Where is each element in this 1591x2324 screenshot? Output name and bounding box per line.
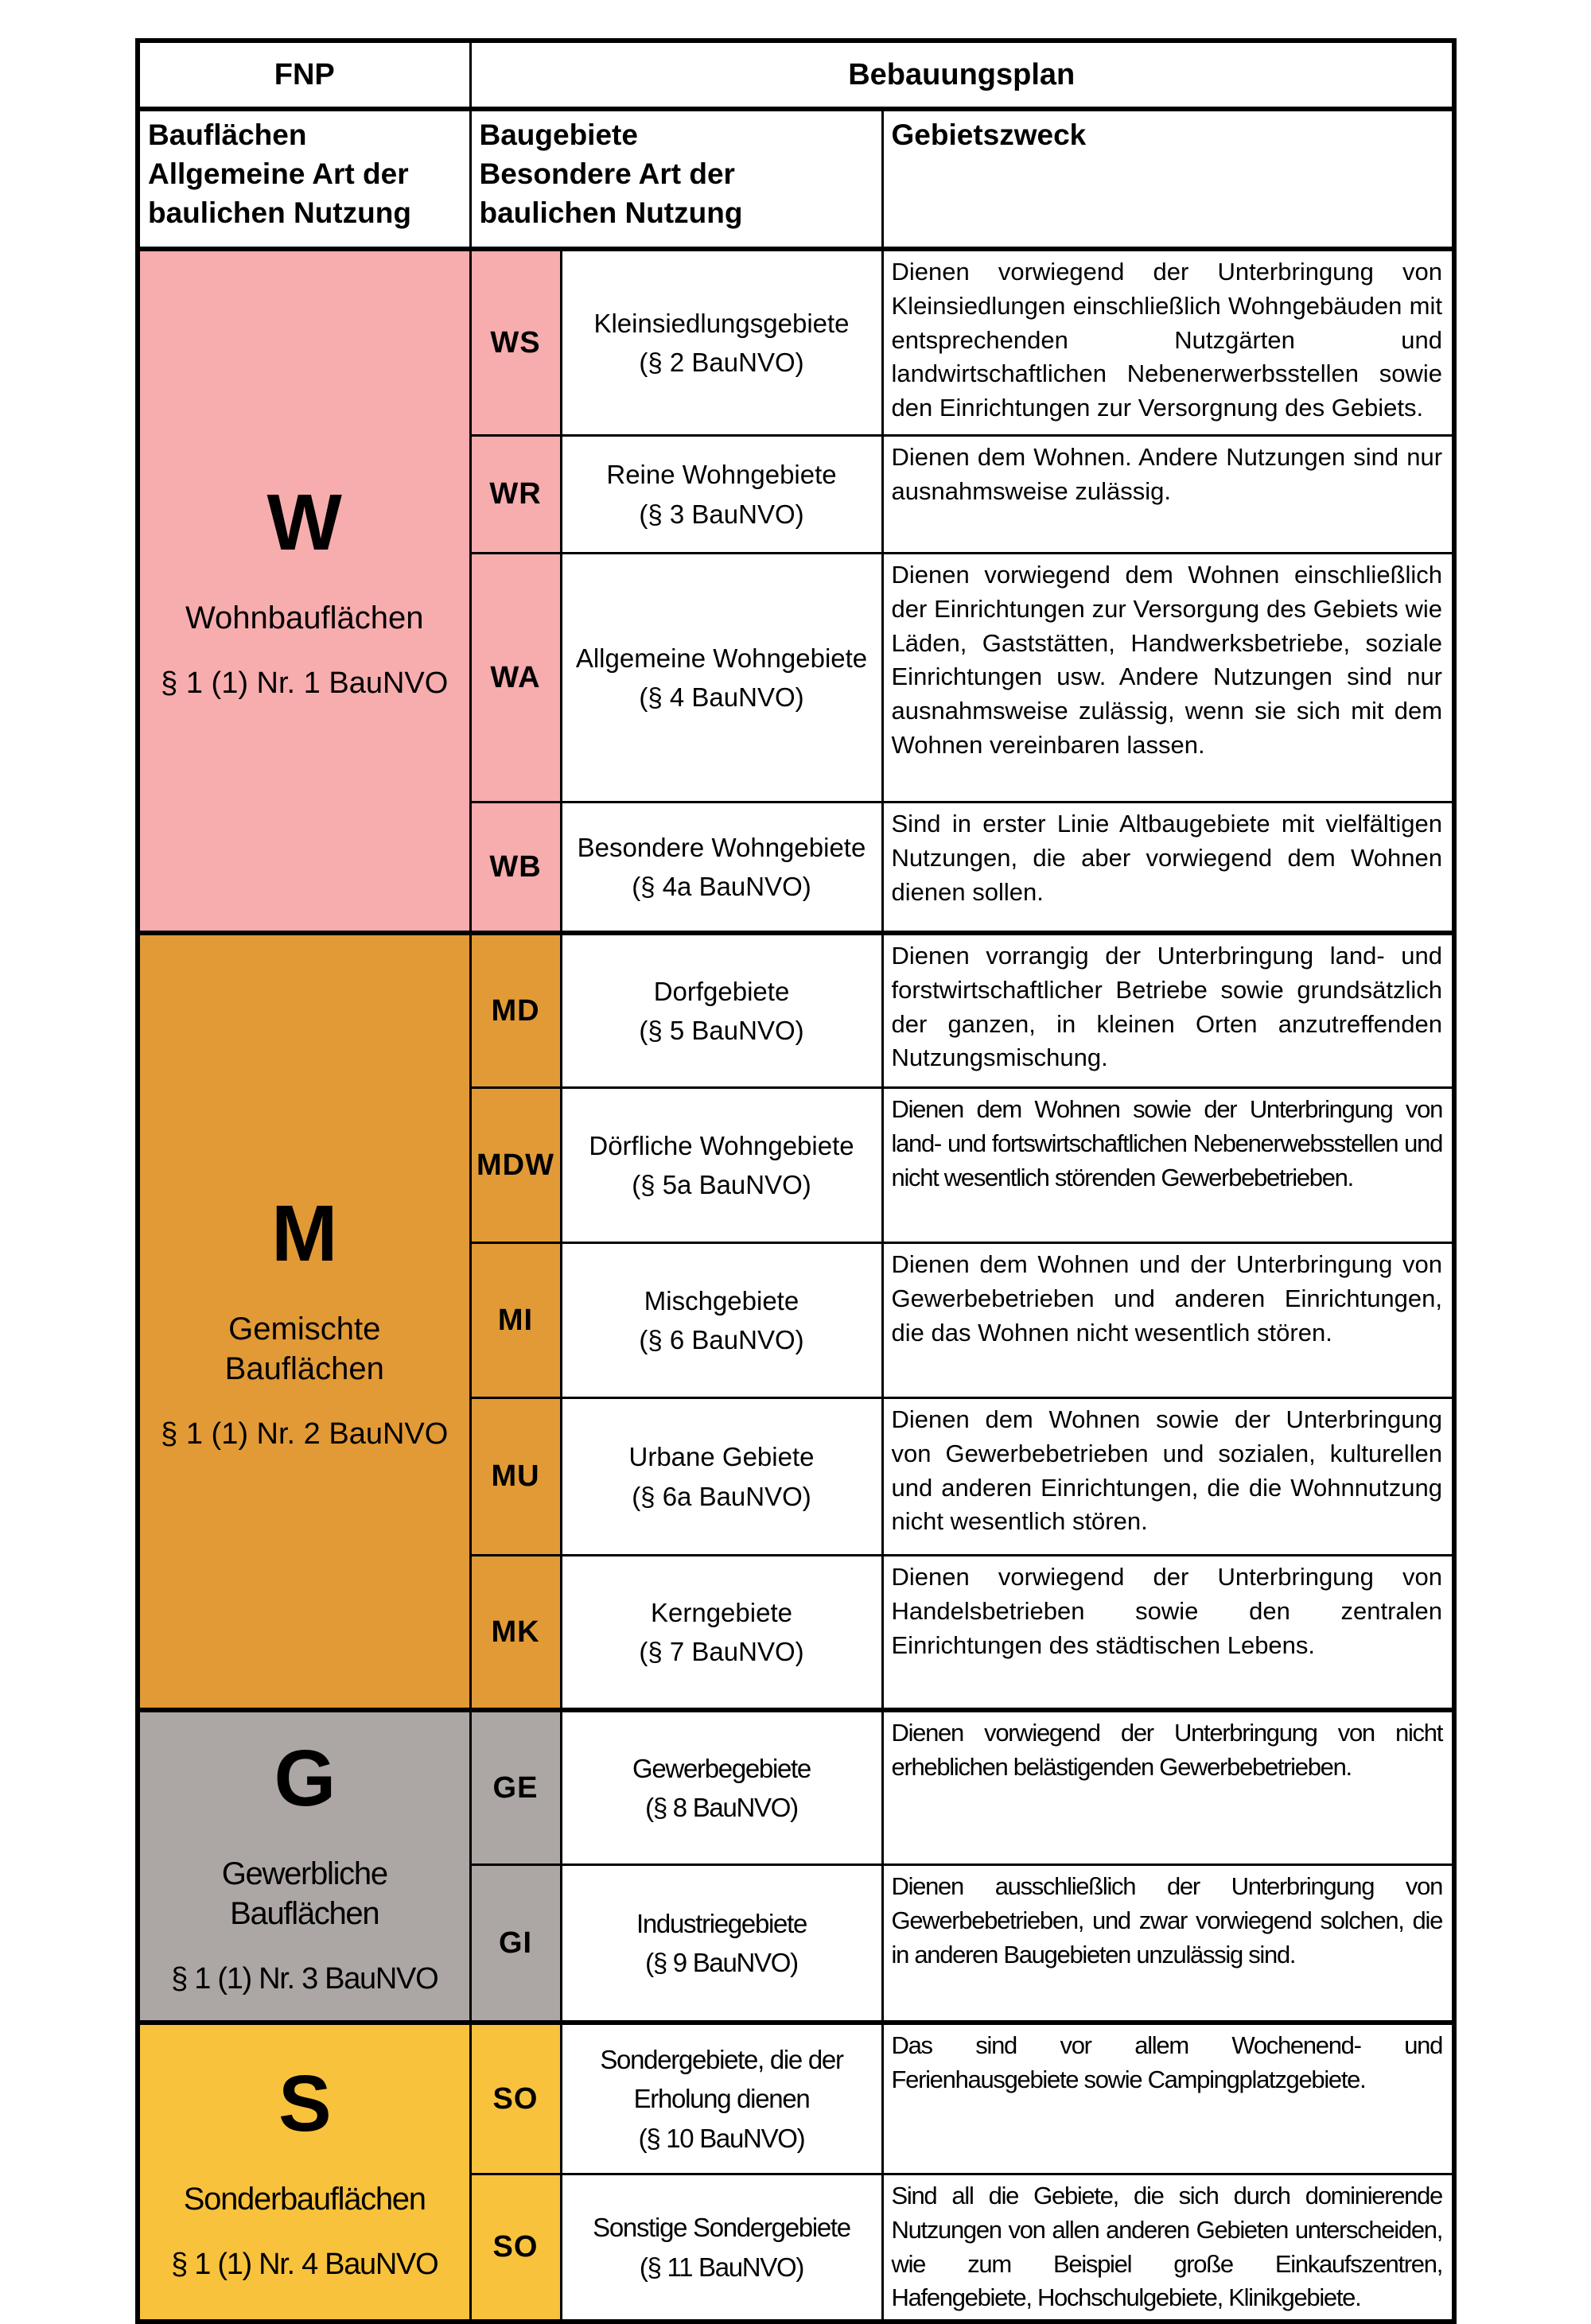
header-fnp: FNP bbox=[138, 41, 470, 109]
section-title-g: Gewerbliche Bauflächen bbox=[221, 1856, 387, 1931]
header-line: Bauflächen bbox=[148, 119, 307, 151]
code-cell-ws: WS bbox=[470, 249, 561, 436]
area-ref: (§ 3 BauNVO) bbox=[639, 499, 804, 529]
name-cell-wa bbox=[561, 554, 882, 803]
code-cell-ge: GE bbox=[470, 1710, 561, 1865]
area-name: Sondergebiete, die der Erholung dienen bbox=[600, 2044, 843, 2114]
desc-cell-gi: Dienen ausschließlich der Unterbringung von Gewerbebetrieben, und zwar vorwiegend solchen, die in anderen Baugebieten unzulässig sind. bbox=[882, 1865, 1454, 2023]
code-cell-so-erholung: SO bbox=[470, 2023, 561, 2174]
area-ref: (§ 10 BauNVO) bbox=[638, 2123, 805, 2153]
name-cell-mu bbox=[561, 1398, 882, 1556]
code-cell-md: MD bbox=[470, 933, 561, 1088]
name-cell-gi bbox=[561, 1865, 882, 2023]
name-cell-so-sonstige bbox=[561, 2174, 882, 2322]
area-name: Allgemeine Wohngebiete bbox=[575, 643, 868, 673]
header-bebauungsplan: Bebauungsplan bbox=[470, 41, 1454, 109]
desc-cell-ws: Dienen vorwiegend der Unterbringung von Kleinsiedlungen einschließlich Wohngebäuden mit entsprechenden Nutzgärten und landwirtschaftlichen Nebenerwerbsstellen sowie den Einrichtungen zur Versorgnung des Gebiets. bbox=[882, 249, 1454, 436]
section-letter-m: M bbox=[271, 1188, 338, 1278]
desc-cell-so-erholung: Das sind vor allem Wochenend- und Ferienhausgebiete sowie Campingplatzgebiete. bbox=[882, 2023, 1454, 2174]
area-name: Mischgebiete bbox=[644, 1285, 799, 1316]
desc-cell-ge: Dienen vorwiegend der Unterbringung von nicht erheblichen belästigenden Gewerbebetrieben. bbox=[882, 1710, 1454, 1865]
section-cell-g bbox=[138, 1710, 470, 2023]
section-cell-m bbox=[138, 933, 470, 1710]
header-line: baulichen Nutzung bbox=[479, 196, 743, 229]
desc-cell-md: Dienen vorrangig der Unterbringung land- und forstwirtschaftlicher Betriebe sowie grundsätzlich der ganzen, in kleinen Orten anzutreffenden Nutzungsmischung. bbox=[882, 933, 1454, 1088]
colhead-gebietszweck: Gebietszweck bbox=[882, 109, 1454, 249]
area-ref: (§ 7 BauNVO) bbox=[639, 1637, 804, 1666]
area-ref: (§ 5a BauNVO) bbox=[632, 1170, 811, 1199]
code-cell-mi: MI bbox=[470, 1243, 561, 1398]
area-name: Sonstige Sondergebiete bbox=[593, 2213, 850, 2243]
area-name: Gewerbegebiete bbox=[632, 1753, 811, 1783]
section-title-s: Sonderbauflächen bbox=[183, 2182, 426, 2217]
desc-cell-mdw: Dienen dem Wohnen sowie der Unterbringung von land- und fortswirtschaftlichen Nebenerwebsstellen und nicht wesentlich störenden Gewerbebetrieben. bbox=[882, 1088, 1454, 1243]
area-ref: (§ 11 BauNVO) bbox=[639, 2252, 804, 2282]
code-cell-wa: WA bbox=[470, 554, 561, 803]
name-cell-so-erholung bbox=[561, 2023, 882, 2174]
area-name: Kleinsiedlungsgebiete bbox=[593, 308, 850, 338]
name-cell-mk bbox=[561, 1556, 882, 1711]
code-cell-mk: MK bbox=[470, 1556, 561, 1711]
area-ref: (§ 6 BauNVO) bbox=[639, 1325, 804, 1354]
name-cell-mi bbox=[561, 1243, 882, 1398]
area-ref: (§ 2 BauNVO) bbox=[639, 348, 804, 377]
area-name: Kerngebiete bbox=[651, 1597, 792, 1627]
header-line: Baugebiete bbox=[479, 119, 638, 151]
section-letter-g: G bbox=[274, 1733, 335, 1823]
section-ref-w: § 1 (1) Nr. 1 BauNVO bbox=[161, 666, 449, 700]
code-cell-wr: WR bbox=[470, 436, 561, 554]
section-ref-s: § 1 (1) Nr. 4 BauNVO bbox=[171, 2248, 438, 2282]
code-cell-gi: GI bbox=[470, 1865, 561, 2023]
area-ref: (§ 9 BauNVO) bbox=[645, 1948, 798, 1977]
land-use-table bbox=[135, 38, 1457, 2324]
section-title-m: Gemischte Bauflächen bbox=[224, 1311, 384, 1386]
section-ref-g: § 1 (1) Nr. 3 BauNVO bbox=[171, 1961, 438, 1996]
colhead-bauflaechen bbox=[138, 109, 470, 249]
name-cell-ws bbox=[561, 249, 882, 436]
area-name: Dorfgebiete bbox=[653, 976, 790, 1006]
area-ref: (§ 5 BauNVO) bbox=[639, 1016, 804, 1045]
section-ref-m: § 1 (1) Nr. 2 BauNVO bbox=[161, 1417, 449, 1451]
desc-cell-mu: Dienen dem Wohnen sowie der Unterbringung von Gewerbebetrieben und sozialen, kulturellen und anderen Einrichtungen, die die Wohnnutzung nicht wesentlich stören. bbox=[882, 1398, 1454, 1556]
area-name: Industriegebiete bbox=[636, 1908, 807, 1938]
header-line: baulichen Nutzung bbox=[148, 196, 411, 229]
section-cell-w bbox=[138, 249, 470, 933]
colhead-baugebiete bbox=[470, 109, 882, 249]
desc-cell-mk: Dienen vorwiegend der Unterbringung von Handelsbetrieben sowie den zentralen Einrichtungen des städtischen Lebens. bbox=[882, 1556, 1454, 1711]
desc-cell-wa: Dienen vorwiegend dem Wohnen einschließlich der Einrichtungen zur Versorgung des Gebiets wie Läden, Gaststätten, Handwerksbetriebe, soziale Einrichtungen usw. Andere Nutzungen sind nur ausnahmsweise zulässig, wenn sie sich mit dem Wohnen vereinbaren lassen. bbox=[882, 554, 1454, 803]
section-letter-w: W bbox=[266, 478, 342, 567]
desc-cell-wb: Sind in erster Linie Altbaugebiete mit vielfältigen Nutzungen, die aber vorwiegend dem Wohnen dienen sollen. bbox=[882, 803, 1454, 934]
desc-cell-wr: Dienen dem Wohnen. Andere Nutzungen sind nur ausnahmsweise zulässig. bbox=[882, 436, 1454, 554]
code-cell-so-sonstige: SO bbox=[470, 2174, 561, 2322]
name-cell-wr bbox=[561, 436, 882, 554]
name-cell-wb bbox=[561, 803, 882, 934]
name-cell-md bbox=[561, 933, 882, 1088]
section-cell-s bbox=[138, 2023, 470, 2322]
area-ref: (§ 8 BauNVO) bbox=[645, 1793, 798, 1822]
header-line: Allgemeine Art der bbox=[148, 157, 409, 190]
desc-cell-so-sonstige: Sind all die Gebiete, die sich durch dominierende Nutzungen von allen anderen Gebieten unterscheiden, wie zum Beispiel große Einkaufszentren, Hafengebiete, Hochschulgebiete, Klinikgebiete. bbox=[882, 2174, 1454, 2322]
section-letter-s: S bbox=[278, 2059, 331, 2149]
section-title-w: Wohnbauflächen bbox=[185, 600, 424, 635]
area-name: Besondere Wohngebiete bbox=[577, 832, 866, 862]
area-ref: (§ 4 BauNVO) bbox=[639, 682, 804, 712]
area-ref: (§ 4a BauNVO) bbox=[632, 872, 811, 901]
header-line: Besondere Art der bbox=[479, 157, 735, 190]
area-name: Reine Wohngebiete bbox=[606, 460, 837, 489]
area-name: Dörfliche Wohngebiete bbox=[589, 1130, 854, 1160]
name-cell-ge bbox=[561, 1710, 882, 1865]
code-cell-mdw: MDW bbox=[470, 1088, 561, 1243]
desc-cell-mi: Dienen dem Wohnen und der Unterbringung von Gewerbebetrieben und anderen Einrichtungen, die das Wohnen nicht wesentlich stören. bbox=[882, 1243, 1454, 1398]
name-cell-mdw bbox=[561, 1088, 882, 1243]
code-cell-mu: MU bbox=[470, 1398, 561, 1556]
code-cell-wb: WB bbox=[470, 803, 561, 934]
area-name: Urbane Gebiete bbox=[628, 1442, 815, 1471]
area-ref: (§ 6a BauNVO) bbox=[632, 1481, 811, 1511]
